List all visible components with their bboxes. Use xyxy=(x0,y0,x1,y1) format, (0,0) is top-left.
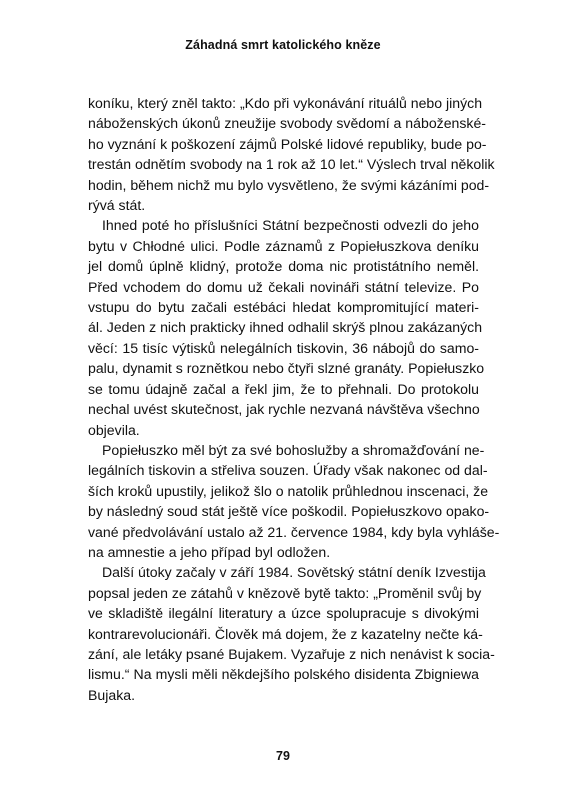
text-line: lismu.“ Na mysli měli někdejšího polského disidenta Zbigniewa xyxy=(88,666,479,683)
text-line: Bujaka. xyxy=(88,686,136,703)
text-line: by následný soud stát ještě více poškodil. Popiełuszkovo opako- xyxy=(88,503,490,520)
text-line: trestán odnětím svobody na 1 rok až 10 let.“ Výslech trval několik xyxy=(88,156,495,173)
page-number: 79 xyxy=(276,749,290,763)
text-line: legálních tiskovin a střeliva souzen. Úřady však nakonec od dal- xyxy=(88,462,488,479)
text-line: Další útoky začaly v září 1984. Sovětský státní deník Izvestija xyxy=(102,564,486,581)
text-line: kontrarevolucionáři. Člověk má dojem, že z kazatelny nečte ká- xyxy=(88,625,483,642)
text-line: Popiełuszko měl být za své bohoslužby a shromažďování ne- xyxy=(102,441,485,458)
text-line: ších kroků upustily, jelikož šlo o natolik průhlednou inscenaci, že xyxy=(88,482,489,499)
body-text xyxy=(88,93,500,705)
text-line: vané předvolávání ustalo až 21. července 1984, kdy byla vyhláše- xyxy=(88,523,500,540)
text-line: ho vyznání k poškození zájmů Polské lidové republiky, bude po- xyxy=(88,135,487,152)
text-line: vstupu do bytu začali estébáci hledat kompromitující materi- xyxy=(88,299,479,316)
text-line: popsal jeden ze zátahů v knězově bytě takto: „Proměnil svůj by xyxy=(88,584,482,601)
paragraph xyxy=(88,93,495,215)
text-line: na amnestie a jeho případ byl odložen. xyxy=(88,543,331,560)
text-line: ál. Jeden z nich prakticky ihned odhalil skrýš plnou zakázaných xyxy=(88,319,483,336)
text-line: nechal uvést skutečnost, jak rychle nezvaná návštěva všechno xyxy=(88,401,480,418)
text-line: se tomu údajně začal a řekl jim, že to přehnali. Do protokolu xyxy=(88,380,479,397)
text-line: bytu v Chłodné ulici. Podle záznamů z Popiełuszkova deníku xyxy=(88,237,479,254)
running-head: Záhadná smrt katolického kněze xyxy=(185,38,381,52)
text-line: náboženských úkonů zneužije svobody svědomí a náboženské- xyxy=(88,115,487,132)
text-line: Ihned poté ho příslušníci Státní bezpečnosti odvezli do jeho xyxy=(102,217,479,234)
text-line: Před vchodem do domu už čekali novináři státní televize. Po xyxy=(88,278,479,295)
text-line: zání, ale letáky psané Bujakem. Vyzařuje z nich nenávist k socia- xyxy=(88,645,495,662)
text-line: jel domů úplně klidný, protože doma nic protistátního neměl. xyxy=(88,258,479,275)
text-line: hodin, během nichž mu bylo vysvětleno, že svými kázáními pod- xyxy=(88,176,490,193)
text-line: rývá stát. xyxy=(88,197,146,214)
paragraph xyxy=(88,562,495,705)
text-line: palu, dynamit s roznětkou nebo čtyři slzné granáty. Popiełuszko xyxy=(88,360,485,377)
paragraph xyxy=(88,440,500,562)
text-line: věcí: 15 tisíc výtisků nelegálních tiskovin, 36 nábojů do samo- xyxy=(88,339,479,356)
text-line: koníku, který zněl takto: „Kdo při vykonávání rituálů nebo jiných xyxy=(88,95,483,111)
text-line: ve skladiště ilegální literatury a úzce spolupracuje s divokými xyxy=(88,605,479,622)
paragraph xyxy=(88,215,485,439)
text-line: objevila. xyxy=(88,421,140,438)
